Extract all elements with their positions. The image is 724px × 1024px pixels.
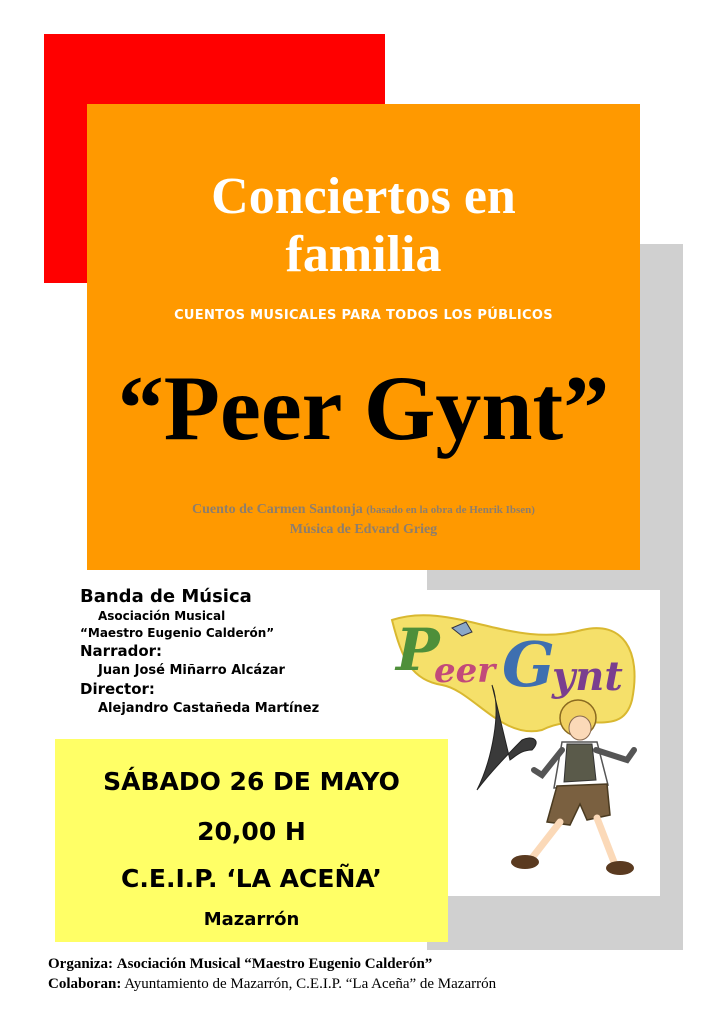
narrator-label: Narrador: <box>80 642 163 660</box>
cast-list <box>80 586 390 718</box>
director-label: Director: <box>80 680 155 698</box>
credit-music: Música de Edvard Grieg <box>289 522 438 537</box>
credit-based-on: (basado en la obra de Henrik Ibsen) <box>366 504 535 516</box>
event-date: SÁBADO 26 DE MAYO <box>103 767 400 796</box>
poster-subtitle: CUENTOS MUSICALES PARA TODOS LOS PÚBLICOS <box>174 308 553 323</box>
poster-title <box>87 168 640 284</box>
colaboran-label: Colaboran: <box>48 976 122 992</box>
event-venue: C.E.I.P. ‘LA ACEÑA’ <box>121 864 382 893</box>
narrator-name: Juan José Miñarro Alcázar <box>98 663 285 678</box>
event-time: 20,00 H <box>197 817 306 846</box>
svg-text:G: G <box>502 628 555 701</box>
work-title: “Peer Gynt” <box>117 357 610 459</box>
colaboran-text: Ayuntamiento de Mazarrón, C.E.I.P. “La Aceña” de Mazarrón <box>124 976 497 992</box>
title-line-1: Conciertos en <box>211 168 516 225</box>
svg-text:ynt: ynt <box>552 653 623 700</box>
footer-colaboran <box>48 976 496 993</box>
organiza-label: Organiza: <box>48 956 113 972</box>
svg-text:P: P <box>396 616 440 684</box>
svg-text:eer: eer <box>434 651 496 691</box>
organiza-text: Asociación Musical “Maestro Eugenio Calderón” <box>116 956 433 972</box>
band-name-1: Asociación Musical <box>98 609 226 623</box>
title-line-2: familia <box>285 226 442 283</box>
credit-story: Cuento de Carmen Santonja <box>192 502 363 517</box>
footer-organiza <box>48 956 432 973</box>
director-name: Alejandro Castañeda Martínez <box>98 701 320 716</box>
band-label: Banda de Música <box>80 586 252 607</box>
band-name-2: “Maestro Eugenio Calderón” <box>80 626 275 640</box>
event-town: Mazarrón <box>203 909 300 930</box>
credits <box>87 500 640 540</box>
